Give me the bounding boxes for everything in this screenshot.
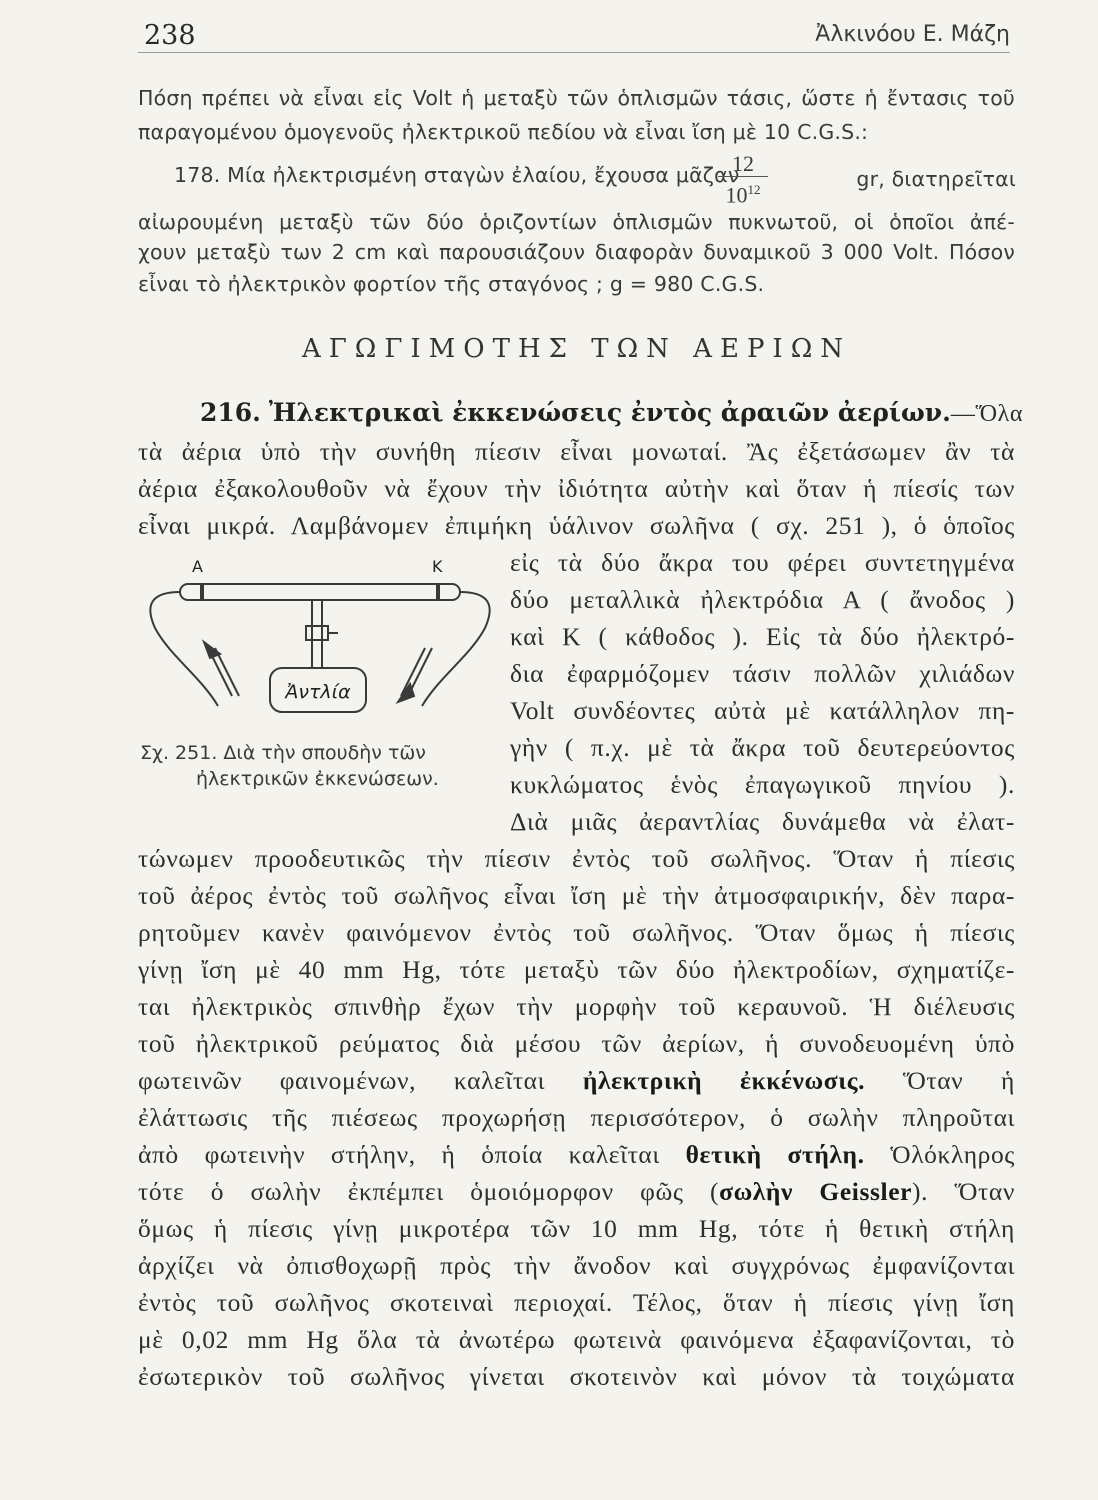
mass-fraction — [718, 152, 768, 208]
glass-tube — [180, 584, 460, 600]
body-line: τοῦ ἠλεκτρικοῦ ρεύματος διὰ μέσου τῶν ἀερίων, ἡ συνοδευομένη ὑπὸ — [138, 1029, 1015, 1058]
fraction-denominator: 10 — [725, 182, 748, 208]
heading-continuation: —Ὅλα — [950, 401, 1024, 427]
body-line-geissler — [138, 1177, 1015, 1207]
body-line: τοῦ ἀέρος ἐντὸς τοῦ σωλῆνος εἶναι ἴση μὲ τὴν ἀτμοσφαιρικήν, δὲν παρα- — [138, 881, 1015, 910]
page-number: 238 — [144, 20, 196, 51]
body-line: ἀρχίζει νὰ ὀπισθοχωρῇ πρὸς τὴν ἄνοδον καὶ συγχρόνως ἐμφανίζονται — [138, 1251, 1015, 1280]
term-geissler-tube: σωλὴν Geissler — [719, 1177, 913, 1206]
body-line: δια ἐφαρμόζομεν τάσιν πολλῶν χιλιάδων — [510, 659, 1015, 688]
body-line: γὴν ( π.χ. μὲ τὰ ἄκρα τοῦ δευτερεύοντος — [510, 733, 1015, 762]
figure-caption-line2: ἠλεκτρικῶν ἐκκενώσεων. — [196, 768, 439, 790]
section-title: ΑΓΩΓΙΜΟΤΗΣ ΤΩΝ ΑΕΡΙΩΝ — [301, 334, 852, 364]
body-line: ται ἠλεκτρικὸς σπινθὴρ ἔχων τὴν μορφὴν τοῦ κεραυνοῦ. Ἡ διέλευσις — [138, 992, 1015, 1021]
body-line: τώνωμεν προοδευτικῶς τὴν πίεσιν ἐντὸς τοῦ σωλῆνος. Ὅταν ἡ πίεσις — [138, 844, 1015, 873]
body-line-positive-column — [138, 1140, 1015, 1170]
term-positive-column: θετικὴ στήλη. — [685, 1140, 865, 1169]
exercise-178-start: 178. Μία ἠλεκτρισμένη σταγὼν ἐλαίου, ἔχουσα μᾶζαν — [174, 163, 740, 187]
body-line: ἐλάττωσις τῆς πιέσεως προχωρήσῃ περισσότερον, ὁ σωλὴν πληροῦται — [138, 1103, 1015, 1132]
positive-pre: ἀπὸ φωτεινὴν στήλην, ἡ ὁποία καλεῖται — [138, 1140, 660, 1169]
exercise-line: αἰωρουμένη μεταξὺ τῶν δύο ὁριζοντίων ὁπλισμῶν πυκνωτοῦ, οἱ ὁποῖοι ἀπέ- — [138, 210, 1015, 234]
exercise-178-unit: gr, διατηρεῖται — [856, 167, 1016, 191]
label-cathode: Κ — [432, 557, 443, 576]
body-line: Διὰ μιᾶς ἀεραντλίας δυνάμεθα νὰ ἐλατ- — [510, 807, 1015, 836]
positive-post: Ὁλόκληρος — [890, 1140, 1016, 1169]
body-line: ἐσωτερικὸν τοῦ σωλῆνος γίνεται σκοτεινὸν καὶ μόνον τὰ τοιχώματα — [138, 1362, 1015, 1391]
body-line: εἰς τὰ δύο ἄκρα του φέρει συντετηγμένα — [510, 548, 1015, 577]
body-line: δύο μεταλλικὰ ἠλεκτρόδια Α ( ἄνοδος ) — [510, 585, 1015, 614]
exercise-line: χουν μεταξὺ των 2 cm καὶ παρουσιάζουν διαφορὰν δυναμικοῦ 3 000 Volt. Πόσον — [138, 240, 1015, 264]
label-anode: Α — [192, 557, 203, 576]
fraction-exponent: 12 — [747, 182, 761, 197]
body-line: ρητοῦμεν κανὲν φαινόμενον ἐντὸς τοῦ σωλῆνος. Ὅταν ὅμως ἡ πίεσις — [138, 918, 1015, 947]
fraction-numerator: 12 — [718, 152, 768, 177]
exercise-line: εἶναι τὸ ἠλεκτρικὸν φορτίον τῆς σταγόνος ; g = 980 C.G.S. — [138, 272, 765, 296]
pump-label: Ἀντλία — [285, 681, 351, 703]
heading-title: Ἠλεκτρικαὶ ἐκκενώσεις ἐντὸς ἀραιῶν ἀερίων. — [268, 398, 951, 427]
body-line: ἀέρια ἐξακολουθοῦν νὰ ἔχουν τὴν ἰδιότητα αὐτὴν καὶ ὅταν ἡ πίεσίς των — [138, 474, 1015, 503]
geissler-post: ). Ὅταν — [912, 1177, 1015, 1206]
body-line: ἐντὸς τοῦ σωλῆνος σκοτειναὶ περιοχαί. Τέλος, ὅταν ἡ πίεσις γίνῃ ἴση — [138, 1288, 1015, 1317]
term-electric-discharge: ἠλεκτρικὴ ἐκκένωσις. — [582, 1066, 866, 1095]
body-line-discharge — [138, 1066, 1015, 1096]
paragraph-heading — [138, 398, 1024, 428]
body-line: εἶναι μικρά. Λαμβάνομεν ἐπιμήκη ὑάλινον σωλῆνα ( σχ. 251 ), ὁ ὁποῖος — [138, 511, 1015, 540]
figure-caption-line1: Σχ. 251. Διὰ τὴν σπουδὴν τῶν — [140, 742, 426, 764]
body-line: καὶ Κ ( κάθοδος ). Εἰς τὰ δύο ἠλεκτρό- — [510, 622, 1015, 651]
body-line: ὅμως ἡ πίεσις γίνῃ μικροτέρα τῶν 10 mm Hg, τότε ἡ θετικὴ στήλη — [138, 1214, 1015, 1243]
geissler-pre: τότε ὁ σωλὴν ἐκπέμπει ὁμοιόμορφον φῶς ( — [138, 1177, 720, 1206]
exercise-line: παραγομένου ὁμογενοῦς ἠλεκτρικοῦ πεδίου νὰ εἶναι ἴση μὲ 10 C.G.S.: — [138, 120, 869, 144]
body-line: μὲ 0,02 mm Hg ὅλα τὰ ἀνωτέρω φωτεινὰ φαινόμενα ἐξαφανίζονται, τὸ — [138, 1325, 1015, 1354]
exercise-line: Πόση πρέπει νὰ εἶναι εἰς Volt ἡ μεταξὺ τῶν ὁπλισμῶν τάσις, ὥστε ἡ ἔντασις τοῦ — [138, 86, 1015, 110]
body-line: Volt συνδέοντες αὐτὰ μὲ κατάλληλον πη- — [510, 696, 1015, 725]
discharge-post: Ὅταν ἡ — [902, 1066, 1015, 1095]
body-line: γίνῃ ἴση μὲ 40 mm Hg, τότε μεταξὺ τῶν δύο ἠλεκτροδίων, σχηματίζε- — [138, 955, 1015, 984]
discharge-tube-figure — [140, 556, 500, 731]
stopcock — [306, 626, 328, 640]
discharge-pre: φωτεινῶν φαινομένων, καλεῖται — [138, 1066, 546, 1095]
body-line: τὰ ἀέρια ὑπὸ τὴν συνήθη πίεσιν εἶναι μονωταί. Ἂς ἐξετάσωμεν ἂν τὰ — [138, 437, 1015, 466]
page-header — [138, 14, 1010, 53]
running-head: Ἀλκινόου Ε. Μάζη — [815, 22, 1010, 47]
body-line: κυκλώματος ἑνὸς ἐπαγωγικοῦ πηνίου ). — [510, 770, 1015, 799]
heading-number: 216. — [200, 398, 261, 427]
